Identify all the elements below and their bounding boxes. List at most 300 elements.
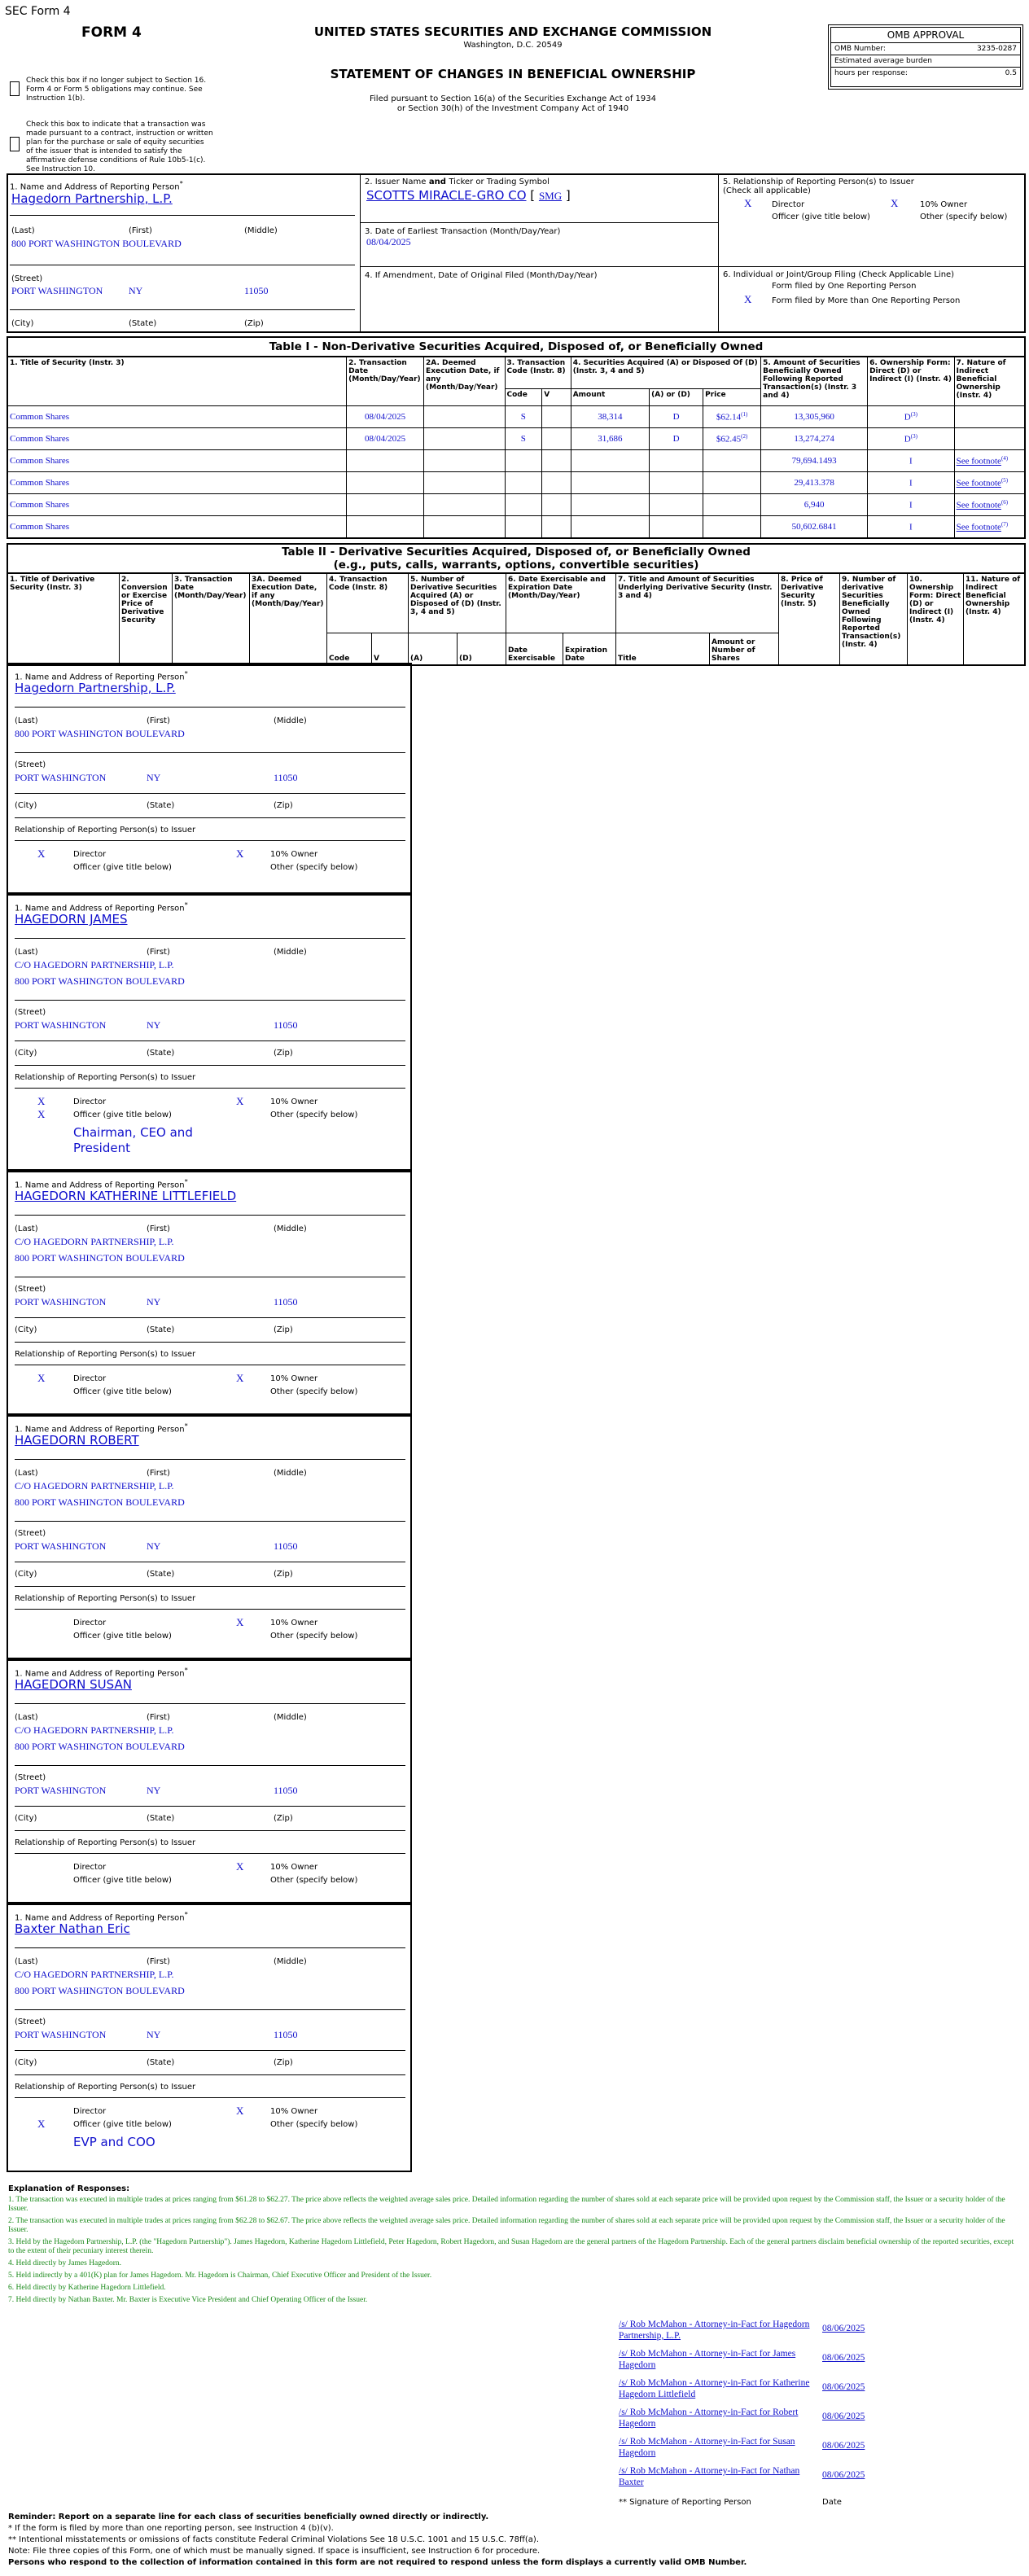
- person-city: PORT WASHINGTON: [15, 1019, 107, 1031]
- zip-label: (Zip): [244, 319, 264, 328]
- signature-date[interactable]: 08/06/2025: [822, 2441, 865, 2451]
- t2-header-9: 9. Number of derivative Securities Beneficially Owned Following Reported Transaction(s) (Instr. 4): [840, 573, 908, 665]
- owner-label: 10% Owner: [270, 2107, 318, 2116]
- table2-title: Table II - Derivative Securities Acquired, Disposed of, or Beneficially Owned (e.g., puts, calls, warrants, options, convertible securities): [7, 544, 1025, 573]
- t1-cell-amount: 38,314: [571, 406, 649, 428]
- first-label: (First): [147, 1224, 170, 1233]
- box5-label: 5. Relationship of Reporting Person(s) to Issuer: [723, 177, 914, 186]
- owner-check[interactable]: X: [236, 1372, 244, 1384]
- director-check[interactable]: X: [37, 1095, 46, 1107]
- footnote: 5. Held indirectly by a 401(K) plan for James Hagedorn. Mr. Hagedorn is Chairman, Chief Executive Officer and President of the Issuer.: [8, 2272, 432, 2280]
- t1-cell-title: Common Shares: [7, 450, 347, 472]
- t1-cell-amount: [571, 494, 649, 516]
- person-address-2: 800 PORT WASHINGTON BOULEVARD: [15, 1252, 185, 1264]
- omb-hours-label: hours per response:: [834, 69, 908, 77]
- box5-other-label: Other (specify below): [920, 212, 1008, 221]
- t2-header-10: 10. Ownership Form: Direct (D) or Indirect (I) (Instr. 4): [908, 573, 964, 665]
- other-label: Other (specify below): [270, 1111, 358, 1119]
- reporting-person-card: [7, 1904, 412, 2172]
- director-label: Director: [73, 850, 107, 859]
- person-name-link[interactable]: Hagedorn Partnership, L.P.: [15, 681, 176, 695]
- box1-label: 1. Name and Address of Reporting Person*: [15, 1910, 188, 1923]
- middle-label: (Middle): [274, 1224, 307, 1233]
- t2-sub-code: Code: [327, 633, 372, 666]
- t1-cell-ad: [650, 516, 703, 539]
- t1-cell-price: [703, 494, 761, 516]
- officer-label: Officer (give title below): [73, 1876, 172, 1885]
- signature-date[interactable]: 08/06/2025: [822, 2412, 865, 2421]
- t1-cell-code: [505, 494, 542, 516]
- issuer-name-link[interactable]: SCOTTS MIRACLE-GRO CO: [366, 188, 527, 203]
- person-name-link[interactable]: Baxter Nathan Eric: [15, 1921, 130, 1936]
- t1-cell-v: [542, 494, 571, 516]
- street-label: (Street): [15, 1008, 46, 1017]
- omb-title: OMB APPROVAL: [831, 28, 1020, 43]
- state-label: (State): [147, 1570, 175, 1579]
- t1-cell-deemed: [424, 516, 505, 539]
- t1-cell-nature: See footnote$^{(7)}$: [954, 516, 1025, 539]
- reporting-person-card: [7, 894, 412, 1171]
- t1-cell-price: $62.45$^{(2)}$: [703, 428, 761, 450]
- note-line: * If the form is filed by more than one reporting person, see Instruction 4 (b)(v).: [8, 2524, 334, 2533]
- section16-checkbox[interactable]: [10, 81, 20, 99]
- form-title: FORM 4: [81, 24, 142, 41]
- signatures: [619, 2319, 912, 2495]
- t1-cell-ad: D: [650, 428, 703, 450]
- box1-label: 1. Name and Address of Reporting Person*: [15, 1422, 188, 1435]
- last-label: (Last): [15, 948, 38, 957]
- see-footnote-link[interactable]: See footnote: [956, 500, 1001, 510]
- person-address-2: 800 PORT WASHINGTON BOULEVARD: [15, 1985, 185, 1996]
- t2-sub-exercisable: Date Exercisable: [506, 633, 563, 666]
- zip-label: (Zip): [274, 1814, 293, 1823]
- earliest-date: 08/04/2025: [366, 236, 411, 248]
- person-address-1: C/O HAGEDORN PARTNERSHIP, L.P.: [15, 959, 174, 970]
- one-person-label: Form filed by One Reporting Person: [772, 282, 917, 291]
- t1-row: [7, 450, 1025, 472]
- director-label: Director: [73, 1863, 107, 1872]
- street-label: (Street): [15, 2017, 46, 2026]
- footnote: 1. The transaction was executed in multiple trades at prices ranging from $61.28 to $62.27. The price above reflects the weighted average sales price. Detailed information regarding the number of shares sold at each separate price will be provided upon request by the Commission staff, the Issuer or a security holder of the Issuer.: [8, 2196, 1005, 2213]
- t1-cell-owned: 29,413.378: [761, 472, 868, 494]
- city-label: (City): [15, 1049, 37, 1058]
- t1-cell-owned: 50,602.6841: [761, 516, 868, 539]
- signature-date[interactable]: 08/06/2025: [822, 2353, 865, 2363]
- other-label: Other (specify below): [270, 2120, 358, 2129]
- middle-label: (Middle): [274, 948, 307, 957]
- t1-row: [7, 494, 1025, 516]
- t1-cell-date: [347, 472, 424, 494]
- t1-cell-ad: [650, 450, 703, 472]
- section16-text: Check this box if no longer subject to Section 16. Form 4 or Form 5 obligations may continue. See Instruction 1(b).: [26, 77, 207, 103]
- t1-cell-date: [347, 516, 424, 539]
- footnote: 6. Held directly by Katherine Hagedorn Littlefield.: [8, 2284, 166, 2292]
- person-state: NY: [147, 1540, 161, 1552]
- city-label: (City): [15, 1570, 37, 1579]
- person-city: PORT WASHINGTON: [15, 1540, 107, 1552]
- state-label: (State): [147, 2058, 175, 2067]
- first-label: (First): [147, 1713, 170, 1722]
- box1-label: 1. Name and Address of Reporting Person*: [15, 1177, 188, 1190]
- person-name-link[interactable]: HAGEDORN KATHERINE LITTLEFIELD: [15, 1189, 237, 1203]
- person-name-link[interactable]: HAGEDORN JAMES: [15, 912, 128, 927]
- state-label: (State): [147, 801, 175, 810]
- owner-label: 10% Owner: [270, 1863, 318, 1872]
- first-label: (First): [147, 1469, 170, 1478]
- t2-header-5: 5. Number of Derivative Securities Acquired (A) or Disposed of (D) (Instr. 3, 4 and 5): [409, 573, 506, 633]
- t1-header-deemed: 2A. Deemed Execution Date, if any (Month/Day/Year): [424, 357, 505, 406]
- city-label: (City): [15, 1814, 37, 1823]
- omb-number-label: OMB Number:: [834, 45, 886, 53]
- notes: [8, 2512, 1018, 2569]
- filer-city: PORT WASHINGTON: [11, 285, 103, 296]
- footnote: 7. Held directly by Nathan Baxter. Mr. Baxter is Executive Vice President and Chief Operating Officer of the Issuer.: [8, 2296, 368, 2304]
- t2-sub-a: (A): [409, 633, 458, 666]
- zip-label: (Zip): [274, 1325, 293, 1334]
- owner-check[interactable]: X: [236, 1616, 244, 1628]
- footnote: 3. Held by the Hagedorn Partnership, L.P. (the "Hagedorn Partnership"). James Hagedorn, Katherine Hagedorn Littlefield, Peter Hagedorn, Robert Hagedorn, and Susan Hagedorn are the general partners of the Hagedorn Partnership. Each of the general partners disclaim beneficial ownership of the reported securities, except to the extent of their pecuniary interest therein.: [8, 2238, 1014, 2255]
- t1-header-code: 3. Transaction Code (Instr. 8): [505, 357, 571, 389]
- t1-header-owned: 5. Amount of Securities Beneficially Owned Following Reported Transaction(s) (Instr. 3 and 4): [761, 357, 868, 406]
- officer-label: Officer (give title below): [73, 1111, 172, 1119]
- last-label: (Last): [11, 226, 35, 235]
- person-address-2: 800 PORT WASHINGTON BOULEVARD: [15, 1741, 185, 1752]
- zip-label: (Zip): [274, 1049, 293, 1058]
- person-address-1: C/O HAGEDORN PARTNERSHIP, L.P.: [15, 1480, 174, 1492]
- last-label: (Last): [15, 1713, 38, 1722]
- state-label: (State): [147, 1325, 175, 1334]
- footnote: 2. The transaction was executed in multiple trades at prices ranging from $62.28 to $62.67. The price above reflects the weighted average sales price. Detailed information regarding the number of shares sold at each separate price will be provided upon request by the Commission staff, the Issuer or a security holder of the Issuer.: [8, 2217, 1005, 2234]
- person-address-1: C/O HAGEDORN PARTNERSHIP, L.P.: [15, 1236, 174, 1247]
- rule10b5-text: Check this box to indicate that a transaction was made pursuant to a contract, instruction or written plan for the purchase or sale of equity securities of the issuer that is intended to satisfy the affirmative defense conditions of Rule 10b5-1(c). See Instruction 10.: [26, 120, 213, 173]
- t1-cell-deemed: [424, 450, 505, 472]
- box3-label: 3. Date of Earliest Transaction (Month/Day/Year): [365, 227, 561, 236]
- t1-cell-form: I: [868, 450, 955, 472]
- statement-title: STATEMENT OF CHANGES IN BENEFICIAL OWNERSHIP: [330, 67, 696, 81]
- t1-cell-nature: [954, 406, 1025, 428]
- reporting-person-card: [7, 663, 412, 894]
- officer-check[interactable]: X: [37, 2118, 46, 2130]
- box1-label: 1. Name and Address of Reporting Person*: [15, 1666, 188, 1679]
- relationship-label: Relationship of Reporting Person(s) to Issuer: [15, 2083, 196, 2092]
- t1-sub-price: Price: [703, 389, 761, 406]
- reporting-person-card: [7, 1659, 412, 1904]
- state-label: (State): [147, 1049, 175, 1058]
- note-line: Persons who respond to the collection of information contained in this form are not required to respond unless the form displays a currently valid OMB Number.: [8, 2558, 747, 2567]
- person-zip: 11050: [274, 1019, 298, 1031]
- t1-cell-form: I: [868, 494, 955, 516]
- date-caption: Date: [822, 2498, 842, 2507]
- relationship-label: Relationship of Reporting Person(s) to Issuer: [15, 1838, 196, 1847]
- city-label: (City): [15, 1325, 37, 1334]
- person-address-1: C/O HAGEDORN PARTNERSHIP, L.P.: [15, 1969, 174, 1980]
- relationship-label: Relationship of Reporting Person(s) to Issuer: [15, 1073, 196, 1082]
- t2-sub-d: (D): [458, 633, 506, 666]
- box5-owner-check[interactable]: X: [891, 197, 899, 209]
- street-label: (Street): [15, 1529, 46, 1538]
- omb-hours: 0.5: [1005, 69, 1017, 77]
- filer-street: 800 PORT WASHINGTON BOULEVARD: [11, 238, 182, 249]
- other-label: Other (specify below): [270, 1632, 358, 1641]
- t2-header-6: 6. Date Exercisable and Expiration Date (Month/Day/Year): [506, 573, 616, 633]
- t1-cell-code: [505, 516, 542, 539]
- reporting-person-card: [7, 1415, 412, 1659]
- t1-cell-price: $62.14$^{(1)}$: [703, 406, 761, 428]
- director-label: Director: [73, 1097, 107, 1106]
- t1-cell-amount: [571, 472, 649, 494]
- t1-cell-code: S: [505, 406, 542, 428]
- table1: [7, 336, 1026, 539]
- t1-cell-nature: See footnote$^{(6)}$: [954, 494, 1025, 516]
- t1-cell-owned: 6,940: [761, 494, 868, 516]
- director-check[interactable]: X: [37, 1372, 46, 1384]
- t2-sub-v: V: [372, 633, 409, 666]
- t2-header-8: 8. Price of Derivative Security (Instr. 5): [779, 573, 840, 665]
- middle-label: (Middle): [274, 1957, 307, 1966]
- last-label: (Last): [15, 716, 38, 725]
- t2-header-1: 1. Title of Derivative Security (Instr. 3): [7, 573, 120, 665]
- person-city: PORT WASHINGTON: [15, 1296, 107, 1308]
- owner-label: 10% Owner: [270, 1619, 318, 1628]
- director-label: Director: [73, 1619, 107, 1628]
- last-label: (Last): [15, 1469, 38, 1478]
- t1-cell-nature: See footnote$^{(5)}$: [954, 472, 1025, 494]
- first-label: (First): [129, 226, 152, 235]
- zip-label: (Zip): [274, 1570, 293, 1579]
- t1-cell-form: $D^{(3)}$: [868, 428, 955, 450]
- person-state: NY: [147, 1296, 161, 1308]
- omb-approval-box: [828, 24, 1023, 90]
- box4-label: 4. If Amendment, Date of Original Filed (Month/Day/Year): [365, 271, 598, 280]
- t1-cell-deemed: [424, 406, 505, 428]
- signature-text[interactable]: /s/ Rob McMahon - Attorney-in-Fact for Robert Hagedorn: [619, 2407, 799, 2429]
- signature-date[interactable]: 08/06/2025: [822, 2324, 865, 2333]
- t1-sub-code: Code: [505, 389, 542, 406]
- box5-sublabel: (Check all applicable): [723, 186, 811, 195]
- filed-pursuant-1: Filed pursuant to Section 16(a) of the Securities Exchange Act of 1934: [370, 94, 656, 103]
- box5-director-label: Director: [772, 200, 805, 209]
- see-footnote-link[interactable]: See footnote: [956, 522, 1001, 532]
- other-label: Other (specify below): [270, 1876, 358, 1885]
- box6-label: 6. Individual or Joint/Group Filing (Check Applicable Line): [723, 270, 955, 279]
- first-label: (First): [147, 948, 170, 957]
- explanation-title: Explanation of Responses:: [8, 2184, 130, 2193]
- t1-cell-v: [542, 406, 571, 428]
- t1-cell-ad: [650, 472, 703, 494]
- relationship-label: Relationship of Reporting Person(s) to Issuer: [15, 826, 196, 835]
- t1-cell-deemed: [424, 494, 505, 516]
- box1-label: 1. Name and Address of Reporting Person*: [10, 179, 183, 192]
- t1-cell-code: S: [505, 428, 542, 450]
- person-zip: 11050: [274, 1540, 298, 1552]
- ticker-link[interactable]: SMG: [538, 190, 563, 202]
- omb-burden-label: Estimated average burden: [831, 55, 1020, 68]
- person-state: NY: [147, 2029, 161, 2040]
- issuer-row: SCOTTS MIRACLE-GRO CO [ SMG ]: [366, 188, 571, 203]
- person-name-link[interactable]: HAGEDORN ROBERT: [15, 1433, 139, 1448]
- t1-cell-date: 08/04/2025: [347, 406, 424, 428]
- agency-city: Washington, D.C. 20549: [463, 41, 563, 50]
- t1-cell-deemed: [424, 472, 505, 494]
- footnotes-list: [8, 2196, 1018, 2308]
- t1-cell-form: $D^{(3)}$: [868, 406, 955, 428]
- signature-row: [619, 2377, 912, 2407]
- signature-text[interactable]: /s/ Rob McMahon - Attorney-in-Fact for Susan Hagedorn: [619, 2437, 795, 2458]
- t1-row: [7, 516, 1025, 539]
- box1-label: 1. Name and Address of Reporting Person*: [15, 669, 188, 682]
- person-city: PORT WASHINGTON: [15, 772, 107, 783]
- last-label: (Last): [15, 1224, 38, 1233]
- t1-cell-owned: 79,694.1493: [761, 450, 868, 472]
- person-city: PORT WASHINGTON: [15, 2029, 107, 2040]
- city-label: (City): [15, 2058, 37, 2067]
- middle-label: (Middle): [274, 1469, 307, 1478]
- person-state: NY: [147, 1785, 161, 1796]
- box5-officer-label: Officer (give title below): [772, 212, 870, 221]
- officer-title: Chairman, CEO and President: [73, 1125, 193, 1155]
- t2-sub-expiration: Expiration Date: [563, 633, 616, 666]
- city-label: (City): [15, 801, 37, 810]
- filer-name-link[interactable]: Hagedorn Partnership, L.P.: [11, 191, 173, 206]
- person-zip: 11050: [274, 2029, 298, 2040]
- t1-cell-ad: [650, 494, 703, 516]
- t1-cell-owned: 13,274,274: [761, 428, 868, 450]
- signature-caption: ** Signature of Reporting Person: [619, 2498, 751, 2507]
- t1-cell-form: I: [868, 472, 955, 494]
- t1-cell-ad: D: [650, 406, 703, 428]
- signature-date[interactable]: 08/06/2025: [822, 2470, 865, 2480]
- first-label: (First): [147, 1957, 170, 1966]
- box2-label: 2. Issuer Name and Ticker or Trading Symbol: [365, 177, 550, 186]
- t2-sub-title: Title: [616, 633, 710, 666]
- street-label: (Street): [15, 1773, 46, 1782]
- t1-cell-nature: [954, 428, 1025, 450]
- signature-row: [619, 2436, 912, 2465]
- state-label: (State): [129, 319, 157, 328]
- signature-text[interactable]: /s/ Rob McMahon - Attorney-in-Fact for Hagedorn Partnership, L.P.: [619, 2320, 810, 2341]
- footnote: 4. Held directly by James Hagedorn.: [8, 2259, 122, 2267]
- t1-cell-title: Common Shares: [7, 516, 347, 539]
- signature-text[interactable]: /s/ Rob McMahon - Attorney-in-Fact for Katherine Hagedorn Littlefield: [619, 2378, 810, 2399]
- table2: [7, 543, 1026, 666]
- t1-cell-amount: [571, 516, 649, 539]
- director-check[interactable]: X: [37, 848, 46, 860]
- t1-row: [7, 428, 1025, 450]
- other-label: Other (specify below): [270, 1387, 358, 1396]
- owner-check[interactable]: X: [236, 2105, 244, 2117]
- corner-title: SEC Form 4: [5, 5, 71, 18]
- t1-sub-amount: Amount: [571, 389, 649, 406]
- signature-row: [619, 2348, 912, 2377]
- t1-cell-price: [703, 516, 761, 539]
- note-line: Reminder: Report on a separate line for each class of securities beneficially owned directly or indirectly.: [8, 2512, 489, 2521]
- filer-state: NY: [129, 285, 143, 296]
- signature-row: [619, 2319, 912, 2348]
- person-zip: 11050: [274, 1785, 298, 1796]
- rule10b5-checkbox[interactable]: [10, 137, 20, 154]
- t1-cell-v: [542, 516, 571, 539]
- person-zip: 11050: [274, 1296, 298, 1308]
- box1-label: 1. Name and Address of Reporting Person*: [15, 900, 188, 913]
- zip-label: (Zip): [274, 2058, 293, 2067]
- t2-sub-amount: Amount or Number of Shares: [710, 633, 779, 666]
- t1-cell-price: [703, 450, 761, 472]
- state-label: (State): [147, 1814, 175, 1823]
- middle-label: (Middle): [274, 716, 307, 725]
- officer-label: Officer (give title below): [73, 1387, 172, 1396]
- signature-text[interactable]: /s/ Rob McMahon - Attorney-in-Fact for Nathan Baxter: [619, 2466, 800, 2487]
- owner-check[interactable]: X: [236, 1095, 244, 1107]
- t2-header-4: 4. Transaction Code (Instr. 8): [327, 573, 409, 633]
- officer-title: EVP and COO: [73, 2135, 155, 2149]
- more-person-check[interactable]: X: [744, 293, 752, 305]
- owner-label: 10% Owner: [270, 1097, 318, 1106]
- zip-label: (Zip): [274, 801, 293, 810]
- t1-cell-title: Common Shares: [7, 472, 347, 494]
- t1-cell-title: Common Shares: [7, 428, 347, 450]
- owner-check[interactable]: X: [236, 848, 244, 860]
- owner-label: 10% Owner: [270, 1374, 318, 1383]
- last-label: (Last): [15, 1957, 38, 1966]
- street-label: (Street): [15, 760, 46, 769]
- person-state: NY: [147, 772, 161, 783]
- t2-header-3: 3. Transaction Date (Month/Day/Year): [173, 573, 250, 665]
- more-person-label: Form filed by More than One Reporting Person: [772, 296, 961, 305]
- t1-sub-v: V: [542, 389, 571, 406]
- director-label: Director: [73, 1374, 107, 1383]
- t1-cell-v: [542, 450, 571, 472]
- box5-director-check[interactable]: X: [744, 197, 752, 209]
- filed-pursuant-2: or Section 30(h) of the Investment Company Act of 1940: [396, 104, 629, 113]
- t1-cell-deemed: [424, 428, 505, 450]
- signature-text[interactable]: /s/ Rob McMahon - Attorney-in-Fact for James Hagedorn: [619, 2349, 796, 2370]
- first-label: (First): [147, 716, 170, 725]
- filer-zip: 11050: [244, 285, 269, 296]
- signature-date[interactable]: 08/06/2025: [822, 2382, 865, 2392]
- t1-cell-title: Common Shares: [7, 406, 347, 428]
- t2-header-2: 2. Conversion or Exercise Price of Derivative Security: [120, 573, 173, 665]
- t1-cell-date: 08/04/2025: [347, 428, 424, 450]
- person-address-2: 800 PORT WASHINGTON BOULEVARD: [15, 975, 185, 987]
- signature-row: [619, 2407, 912, 2436]
- t2-header-11: 11. Nature of Indirect Beneficial Ownership (Instr. 4): [964, 573, 1026, 665]
- t1-cell-owned: 13,305,960: [761, 406, 868, 428]
- person-city: PORT WASHINGTON: [15, 1785, 107, 1796]
- officer-check[interactable]: X: [37, 1108, 46, 1120]
- note-line: ** Intentional misstatements or omissions of facts constitute Federal Criminal Violations See 18 U.S.C. 1001 and 15 U.S.C. 78ff(a).: [8, 2535, 540, 2544]
- owner-check[interactable]: X: [236, 1860, 244, 1873]
- person-address-2: 800 PORT WASHINGTON BOULEVARD: [15, 1496, 185, 1508]
- t1-cell-date: [347, 450, 424, 472]
- t1-row: [7, 472, 1025, 494]
- person-name-link[interactable]: HAGEDORN SUSAN: [15, 1677, 132, 1692]
- middle-label: (Middle): [244, 226, 278, 235]
- other-label: Other (specify below): [270, 863, 358, 872]
- t2-header-3a: 3A. Deemed Execution Date, if any (Month/Day/Year): [250, 573, 327, 665]
- see-footnote-link[interactable]: See footnote: [956, 478, 1001, 488]
- t1-sub-ad: (A) or (D): [650, 389, 703, 406]
- person-address-1: 800 PORT WASHINGTON BOULEVARD: [15, 728, 185, 739]
- street-label: (Street): [15, 1285, 46, 1294]
- relationship-label: Relationship of Reporting Person(s) to Issuer: [15, 1350, 196, 1359]
- see-footnote-link[interactable]: See footnote: [956, 456, 1001, 467]
- t1-cell-form: I: [868, 516, 955, 539]
- table1-title: Table I - Non-Derivative Securities Acquired, Disposed of, or Beneficially Owned: [7, 337, 1025, 357]
- t1-cell-nature: See footnote$^{(4)}$: [954, 450, 1025, 472]
- t1-cell-title: Common Shares: [7, 494, 347, 516]
- t1-cell-date: [347, 494, 424, 516]
- street-label: (Street): [11, 274, 43, 283]
